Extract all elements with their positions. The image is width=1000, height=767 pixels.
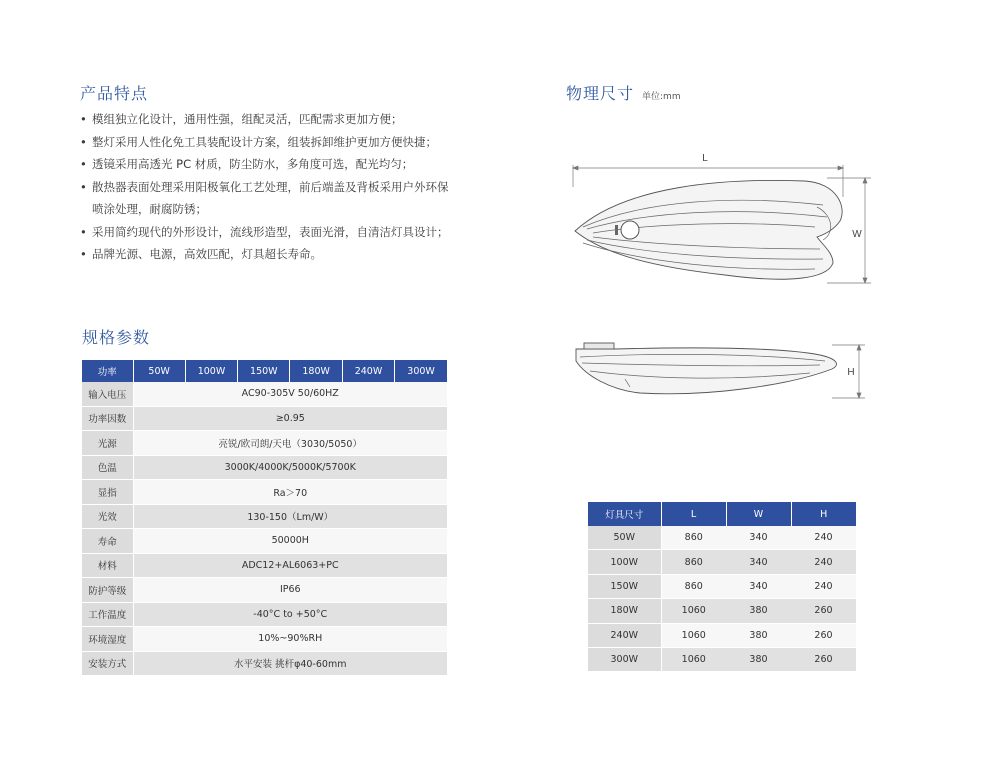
dimension-header: H xyxy=(791,502,856,526)
spec-label: 输入电压 xyxy=(82,382,133,406)
table-row xyxy=(82,480,447,505)
features-title: 产品特点 xyxy=(80,84,149,103)
spec-label: 显指 xyxy=(82,480,133,505)
dimension-power: 240W xyxy=(588,623,661,647)
spec-value: 130-150（Lm/W） xyxy=(133,504,447,529)
feature-list xyxy=(80,108,480,266)
power-header: 功率 xyxy=(82,360,133,382)
spec-label: 色温 xyxy=(82,455,133,480)
spec-value: AC90-305V 50/60HZ xyxy=(133,382,447,406)
spec-value: ADC12+AL6063+PC xyxy=(133,553,447,578)
spec-header-row xyxy=(82,360,447,382)
dimension-h: 260 xyxy=(791,623,856,647)
table-row xyxy=(588,574,856,598)
dimension-l: 1060 xyxy=(661,647,726,671)
table-row xyxy=(588,550,856,574)
power-option: 240W xyxy=(342,360,394,382)
dimension-l: 1060 xyxy=(661,599,726,623)
feature-item: • 整灯采用人性化免工具装配设计方案，组装拆卸维护更加方便快捷； xyxy=(80,131,480,154)
table-row xyxy=(82,504,447,529)
dimension-power: 300W xyxy=(588,647,661,671)
dimension-l: 860 xyxy=(661,526,726,550)
spec-label: 防护等级 xyxy=(82,578,133,603)
table-row xyxy=(82,602,447,627)
spec-label: 环境湿度 xyxy=(82,627,133,652)
feature-item: • 模组独立化设计，通用性强，组配灵活，匹配需求更加方便； xyxy=(80,108,480,131)
table-row xyxy=(588,526,856,550)
power-option: 150W xyxy=(238,360,290,382)
spec-value: -40°C to +50°C xyxy=(133,602,447,627)
dimension-w: 340 xyxy=(726,550,791,574)
dimension-h: 240 xyxy=(791,526,856,550)
spec-value: 水平安装 挑杆φ40-60mm xyxy=(133,651,447,676)
spec-value: 亮锐/欧司朗/天电（3030/5050） xyxy=(133,431,447,456)
dimension-h: 260 xyxy=(791,647,856,671)
feature-item-continuation: 喷涂处理，耐腐防锈； xyxy=(92,202,207,216)
lamp-top-view-drawing xyxy=(565,145,875,295)
dimension-power: 150W xyxy=(588,574,661,598)
dimension-power: 180W xyxy=(588,599,661,623)
power-option: 300W xyxy=(395,360,447,382)
table-row xyxy=(82,627,447,652)
dimension-table xyxy=(588,502,856,672)
dimension-header: W xyxy=(726,502,791,526)
spec-value: 50000H xyxy=(133,529,447,554)
table-row xyxy=(82,455,447,480)
spec-value: Ra＞70 xyxy=(133,480,447,505)
table-row xyxy=(588,599,856,623)
dimension-w: 380 xyxy=(726,599,791,623)
spec-value: 3000K/4000K/5000K/5700K xyxy=(133,455,447,480)
width-label: W xyxy=(852,229,862,240)
dimension-h: 240 xyxy=(791,574,856,598)
dimension-l: 860 xyxy=(661,574,726,598)
table-row xyxy=(82,553,447,578)
table-row xyxy=(82,529,447,554)
dimension-l: 1060 xyxy=(661,623,726,647)
spec-label: 功率因数 xyxy=(82,406,133,431)
dimension-l: 860 xyxy=(661,550,726,574)
dimension-w: 340 xyxy=(726,574,791,598)
feature-item: • 散热器表面处理采用阳极氧化工艺处理，前后端盖及背板采用户外环保 xyxy=(80,176,480,199)
table-row xyxy=(588,623,856,647)
unit-label: 单位:mm xyxy=(642,92,681,102)
specs-title: 规格参数 xyxy=(82,328,151,347)
spec-value: IP66 xyxy=(133,578,447,603)
table-row xyxy=(82,406,447,431)
dimension-h: 260 xyxy=(791,599,856,623)
spec-table xyxy=(82,360,447,676)
height-label: H xyxy=(847,367,855,378)
spec-value: ≥0.95 xyxy=(133,406,447,431)
length-label: L xyxy=(702,153,708,164)
table-row xyxy=(82,651,447,676)
dimension-header: L xyxy=(661,502,726,526)
dimension-w: 340 xyxy=(726,526,791,550)
spec-label: 光源 xyxy=(82,431,133,456)
table-row xyxy=(82,578,447,603)
dimension-w: 380 xyxy=(726,623,791,647)
feature-item: • 采用简约现代的外形设计，流线形造型，表面光滑，自清洁灯具设计； xyxy=(80,221,480,244)
dimension-w: 380 xyxy=(726,647,791,671)
power-option: 100W xyxy=(185,360,237,382)
power-option: 180W xyxy=(290,360,342,382)
table-row xyxy=(588,647,856,671)
table-row xyxy=(82,431,447,456)
table-row xyxy=(82,382,447,406)
dimension-header-row xyxy=(588,502,856,526)
dimension-power: 100W xyxy=(588,550,661,574)
spec-label: 材料 xyxy=(82,553,133,578)
spec-label: 工作温度 xyxy=(82,602,133,627)
dimension-power: 50W xyxy=(588,526,661,550)
dimensions-title xyxy=(566,81,681,104)
feature-item: • 透镜采用高透光 PC 材质，防尘防水，多角度可选，配光均匀； xyxy=(80,153,480,176)
spec-value: 10%~90%RH xyxy=(133,627,447,652)
spec-label: 寿命 xyxy=(82,529,133,554)
spec-label: 光效 xyxy=(82,504,133,529)
spec-label: 安装方式 xyxy=(82,651,133,676)
feature-item: • 品牌光源、电源，高效匹配，灯具超长寿命。 xyxy=(80,243,480,266)
lamp-side-view-drawing xyxy=(570,335,870,405)
dimension-header: 灯具尺寸 xyxy=(588,502,661,526)
dimensions-title-text: 物理尺寸 xyxy=(566,84,635,103)
dimension-h: 240 xyxy=(791,550,856,574)
power-option: 50W xyxy=(133,360,185,382)
